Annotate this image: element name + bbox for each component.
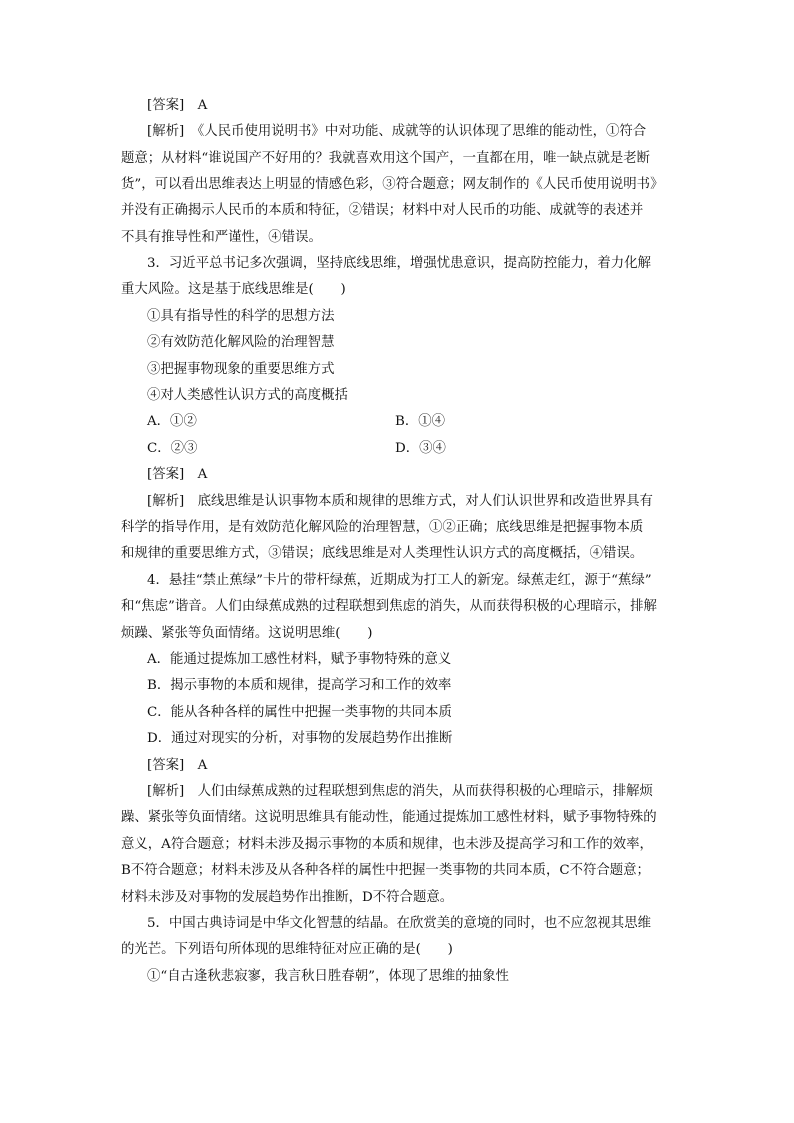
q3-answer-row	[147, 465, 207, 485]
answer-value: A	[197, 98, 208, 113]
q3-stem-line: 重大风险。这是基于底线思维是( )	[121, 282, 346, 297]
answer-value: A	[197, 758, 208, 773]
q5-stem-line: 的光芒。下列语句所体现的思维特征对应正确的是( )	[121, 942, 453, 957]
q4-analysis-line: 意义，A符合题意；材料未涉及揭示事物的本质和规律，也未涉及提高学习和工作的效率，	[121, 837, 653, 852]
q3-stem-line: 3．习近平总书记多次强调，坚持底线思维，增强忧患意识，提高防控能力，着力化解	[147, 256, 651, 271]
q3-option-b: B．①④	[395, 414, 446, 429]
q3-statement: ④对人类感性认识方式的高度概括	[147, 388, 348, 403]
q3-statement: ①具有指导性的科学的思想方法	[147, 309, 335, 324]
answer-tag: [答案]	[147, 758, 185, 773]
q3-analysis-line: [解析] 底线思维是认识事物本质和规律的思维方式，对人们认识世界和改造世界具有	[147, 494, 653, 509]
q2-analysis-line: 不具有推导性和严谨性，④错误。	[121, 230, 322, 245]
q2-answer-row	[147, 96, 207, 116]
q3-option-a: A．①②	[147, 414, 197, 429]
q4-stem-line: 4．悬挂“禁止蕉绿”卡片的带杆绿蕉，近期成为打工人的新宠。绿蕉走红，源于“蕉绿”	[147, 573, 652, 588]
q3-statement: ②有效防范化解风险的治理智慧	[147, 335, 335, 350]
q3-option-d: D．③④	[395, 441, 446, 456]
q3-analysis-line: 和规律的重要思维方式，③错误；底线思维是对人类理性认识方式的高度概括，④错误。	[121, 546, 644, 561]
answer-tag: [答案]	[147, 467, 185, 482]
q5-stem-line: 5．中国古典诗词是中华文化智慧的结晶。在欣赏美的意境的同时，也不应忽视其思维	[147, 916, 651, 931]
q4-option-d: D．通过对现实的分析，对事物的发展趋势作出推断	[147, 731, 453, 746]
q3-analysis-line: 科学的指导作用，是有效防范化解风险的治理智慧，①②正确；底线思维是把握事物本质	[121, 520, 644, 535]
q4-option-b: B．揭示事物的本质和规律，提高学习和工作的效率	[147, 678, 452, 693]
q4-analysis-line: 材料未涉及对事物的发展趋势作出推断，D不符合题意。	[121, 890, 454, 905]
answer-tag: [答案]	[147, 98, 185, 113]
q4-answer-row	[147, 756, 207, 776]
q2-analysis-line: 并没有正确揭示人民币的本质和特征，②错误；材料中对人民币的功能、成就等的表述并	[121, 203, 644, 218]
q4-analysis-line: B不符合题意；材料未涉及从各种各样的属性中把握一类事物的共同本质，C不符合题意；	[121, 863, 650, 878]
q4-option-a: A．能通过提炼加工感性材料，赋予事物特殊的意义	[147, 652, 452, 667]
q4-analysis-line: [解析] 人们由绿蕉成熟的过程联想到焦虑的消失，从而获得积极的心理暗示，排解烦	[147, 784, 653, 799]
q4-option-c: C．能从各种各样的属性中把握一类事物的共同本质	[147, 705, 452, 720]
q3-option-c: C．②③	[147, 441, 198, 456]
answer-value: A	[197, 467, 208, 482]
q4-stem-line: 和“焦虑”谐音。人们由绿蕉成熟的过程联想到焦虑的消失，从而获得积极的心理暗示，排解	[121, 599, 657, 614]
q4-stem-line: 烦躁、紧张等负面情绪。这说明思维( )	[121, 626, 373, 641]
q2-analysis-line: 货”，可以看出思维表达上明显的情感色彩，③符合题意；网友制作的《人民币使用说明书》	[121, 177, 664, 192]
q2-analysis-line: 题意；从材料“谁说国产不好用的？我就喜欢用这个国产，一直都在用，唯一缺点就是老断	[121, 151, 651, 166]
q5-statement: ①“自古逢秋悲寂寥，我言秋日胜春朝”，体现了思维的抽象性	[147, 969, 509, 984]
q3-statement: ③把握事物现象的重要思维方式	[147, 362, 335, 377]
q4-analysis-line: 躁、紧张等负面情绪。这说明思维具有能动性，能通过提炼加工感性材料，赋予事物特殊的	[121, 810, 657, 825]
q2-analysis-line: [解析] 《人民币使用说明书》中对功能、成就等的认识体现了思维的能动性，①符合	[147, 124, 647, 139]
